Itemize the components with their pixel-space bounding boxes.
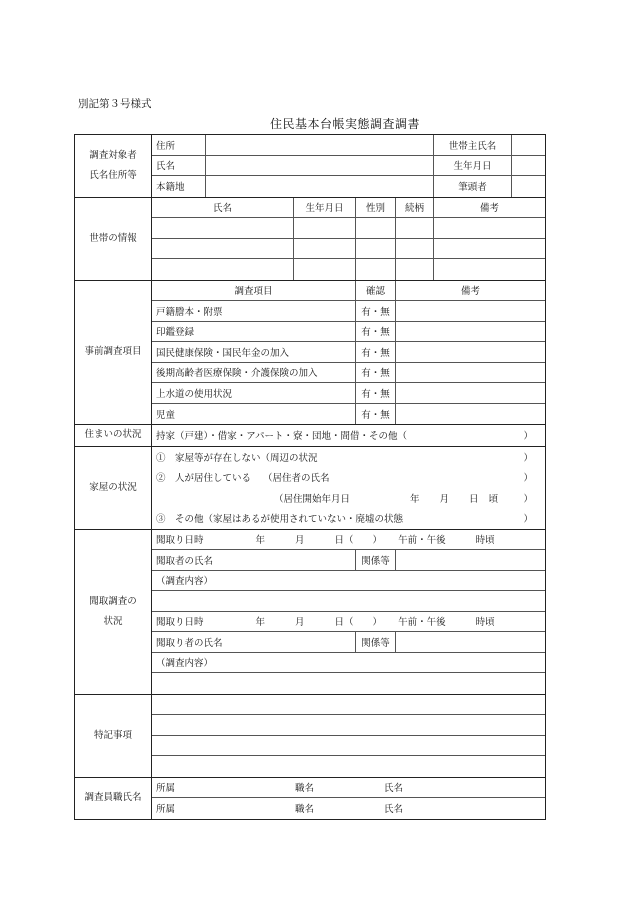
prior-item-row <box>152 301 545 322</box>
household-relation-field[interactable] <box>396 218 434 238</box>
address-field[interactable] <box>206 135 434 155</box>
interview-hour: 時頃 <box>475 617 495 629</box>
investigator-title: 職名 <box>295 783 315 795</box>
subject-label-line2: 氏名住所等 <box>89 169 137 181</box>
house-line1-close: ） <box>523 452 533 464</box>
head-of-register-label: 筆頭者 <box>434 176 512 197</box>
interview-content-row[interactable] <box>152 653 545 674</box>
subject-row-address <box>152 135 545 156</box>
remarks-line[interactable] <box>152 736 545 757</box>
household-row <box>152 259 545 280</box>
investigator-title: 職名 <box>295 804 315 816</box>
house-line2[interactable] <box>152 467 545 488</box>
interview-day: 日（ ） <box>334 617 383 629</box>
house-line4-close: ） <box>523 514 533 526</box>
interview-content-blank[interactable] <box>152 591 545 612</box>
remarks-line[interactable] <box>152 715 545 736</box>
prior-item-check[interactable]: 有・無 <box>356 363 396 383</box>
householder-field[interactable] <box>512 135 545 155</box>
prior-item-notes[interactable] <box>396 363 545 383</box>
prior-item-check[interactable]: 有・無 <box>356 383 396 403</box>
investigator-name: 氏名 <box>384 804 404 816</box>
household-birth-field[interactable] <box>294 239 356 259</box>
house-line4-text: ③ その他（家屋はあるが使用されていない・廃墟の状態 <box>156 514 404 526</box>
household-col-relation: 続柄 <box>396 198 434 218</box>
subject-row-name <box>152 156 545 177</box>
prior-item-name: 国民健康保険・国民年金の加入 <box>152 342 356 362</box>
survey-form <box>74 134 546 820</box>
interview-content-row[interactable] <box>152 571 545 592</box>
household-row <box>152 218 545 239</box>
household-sex-field[interactable] <box>356 259 396 280</box>
birthdate-field[interactable] <box>512 156 545 176</box>
residence-options[interactable]: 持家（戸建）・借家・アパート・寮・団地・間借・その他（ <box>156 431 407 443</box>
prior-item-check[interactable]: 有・無 <box>356 322 396 342</box>
prior-item-check[interactable]: 有・無 <box>356 301 396 321</box>
prior-item-notes[interactable] <box>396 383 545 403</box>
interview-content-label: （調査内容） <box>156 658 214 670</box>
prior-item-name: 後期高齢者医療保険・介護保険の加入 <box>152 363 356 383</box>
investigator-row[interactable] <box>152 778 545 799</box>
address-label: 住所 <box>152 135 206 155</box>
residence-row[interactable] <box>152 425 545 446</box>
subject-row-domicile <box>152 176 545 197</box>
household-name-field[interactable] <box>152 239 294 259</box>
remarks-line[interactable] <box>152 695 545 716</box>
house-line3-year: 年 <box>410 493 420 505</box>
house-line2-b: （居住者の氏名 <box>263 473 330 485</box>
interviewee-row <box>152 632 545 653</box>
household-col-name: 氏名 <box>152 198 294 218</box>
form-number: 別記第３号様式 <box>78 98 152 110</box>
remarks-line[interactable] <box>152 756 545 777</box>
household-name-field[interactable] <box>152 259 294 280</box>
household-notes-field[interactable] <box>434 218 545 238</box>
interview-ampm[interactable]: 午前・午後 <box>398 535 446 547</box>
interview-label <box>75 530 152 694</box>
household-relation-field[interactable] <box>396 239 434 259</box>
household-row <box>152 239 545 260</box>
interview-label-line1: 聞取調査の <box>89 595 137 607</box>
prior-header-row <box>152 281 545 302</box>
relation-field[interactable] <box>396 550 545 570</box>
relation-label: 関係等 <box>356 632 396 652</box>
household-name-field[interactable] <box>152 218 294 238</box>
interview-hour: 時頃 <box>475 535 495 547</box>
interviewee-label[interactable]: 聞取者の氏名 <box>152 550 356 570</box>
prior-item-notes[interactable] <box>396 301 545 321</box>
house-line4[interactable] <box>152 508 545 529</box>
household-header-row <box>152 198 545 219</box>
investigator-name: 氏名 <box>384 783 404 795</box>
household-col-sex: 性別 <box>356 198 396 218</box>
household-birth-field[interactable] <box>294 259 356 280</box>
prior-item-name: 上水道の使用状況 <box>152 383 356 403</box>
household-sex-field[interactable] <box>356 218 396 238</box>
residence-section <box>75 425 545 447</box>
domicile-label: 本籍地 <box>152 176 206 197</box>
interview-datetime-row[interactable] <box>152 530 545 551</box>
prior-item-name: 児童 <box>152 404 356 425</box>
interview-datetime-label: 聞取り日時 <box>156 617 204 629</box>
prior-item-check[interactable]: 有・無 <box>356 404 396 425</box>
name-label: 氏名 <box>152 156 206 176</box>
household-sex-field[interactable] <box>356 239 396 259</box>
remarks-label: 特記事項 <box>75 695 152 777</box>
interview-datetime-row[interactable] <box>152 612 545 633</box>
house-line2-close: ） <box>523 473 533 485</box>
relation-field[interactable] <box>396 632 545 652</box>
prior-item-notes[interactable] <box>396 342 545 362</box>
house-line3-a: （居住開始年月日 <box>274 493 351 505</box>
prior-col-check: 確認 <box>356 281 396 301</box>
household-section <box>75 198 545 281</box>
prior-item-row <box>152 342 545 363</box>
interview-content-blank[interactable] <box>152 673 545 694</box>
house-line3-close: ） <box>523 493 533 505</box>
subject-section <box>75 135 545 198</box>
interview-day: 日（ ） <box>334 535 383 547</box>
prior-item-name: 戸籍謄本・附票 <box>152 301 356 321</box>
residence-close: ） <box>523 431 533 443</box>
household-col-birth: 生年月日 <box>294 198 356 218</box>
house-line3-about: 頃 <box>488 493 499 505</box>
interview-datetime-label: 聞取り日時 <box>156 535 204 547</box>
remarks-section <box>75 695 545 778</box>
prior-item-row <box>152 404 545 425</box>
prior-item-notes[interactable] <box>396 322 545 342</box>
house-line3-month: 月 <box>439 493 450 505</box>
household-notes-field[interactable] <box>434 239 545 259</box>
subject-label <box>75 135 152 197</box>
investigators-label: 調査員職氏名 <box>75 778 152 819</box>
household-relation-field[interactable] <box>396 259 434 280</box>
investigators-section <box>75 778 545 819</box>
interview-ampm[interactable]: 午前・午後 <box>398 617 446 629</box>
house-line1-text: ① 家屋等が存在しない（周辺の状況 <box>156 452 318 464</box>
interview-section <box>75 530 545 695</box>
house-line3-day: 日 <box>469 493 479 505</box>
form-title: 住民基本台帳実態調査調書 <box>269 117 420 131</box>
house-line3[interactable] <box>152 488 545 509</box>
prior-item-row <box>152 383 545 404</box>
prior-survey-label: 事前調査項目 <box>75 281 152 425</box>
house-section <box>75 447 545 530</box>
relation-label: 関係等 <box>356 550 396 570</box>
head-of-register-field[interactable] <box>512 176 545 197</box>
residence-label: 住まいの状況 <box>75 425 152 446</box>
prior-survey-section <box>75 281 545 426</box>
prior-item-name: 印鑑登録 <box>152 322 356 342</box>
prior-item-check[interactable]: 有・無 <box>356 342 396 362</box>
interviewee-row <box>152 550 545 571</box>
house-label: 家屋の状況 <box>75 447 152 529</box>
interview-month: 月 <box>295 535 305 547</box>
prior-col-notes: 備考 <box>460 286 480 298</box>
household-notes-field[interactable] <box>434 259 545 280</box>
prior-item-row <box>152 322 545 343</box>
prior-col-item: 調査項目 <box>152 281 356 301</box>
name-field[interactable] <box>206 156 434 176</box>
interview-label-line2: 状況 <box>103 615 123 627</box>
domicile-field[interactable] <box>206 176 434 197</box>
investigator-dept: 所属 <box>156 804 176 816</box>
householder-label: 世帯主氏名 <box>434 135 512 155</box>
house-line2-a: ② 人が居住している <box>156 473 252 485</box>
household-birth-field[interactable] <box>294 218 356 238</box>
interview-year: 年 <box>255 617 266 629</box>
interview-year: 年 <box>255 535 266 547</box>
subject-label-line1: 調査対象者 <box>89 149 137 161</box>
interview-content-label: （調査内容） <box>156 576 214 588</box>
house-line1[interactable] <box>152 447 545 468</box>
household-col-notes: 備考 <box>479 203 499 215</box>
prior-item-notes[interactable] <box>396 404 545 425</box>
prior-item-row <box>152 363 545 384</box>
interviewee-label[interactable]: 聞取り者の氏名 <box>152 632 356 652</box>
interview-month: 月 <box>295 617 305 629</box>
household-label: 世帯の情報 <box>75 198 152 280</box>
investigator-row[interactable] <box>152 798 545 819</box>
birthdate-label: 生年月日 <box>434 156 512 176</box>
investigator-dept: 所属 <box>156 783 176 795</box>
